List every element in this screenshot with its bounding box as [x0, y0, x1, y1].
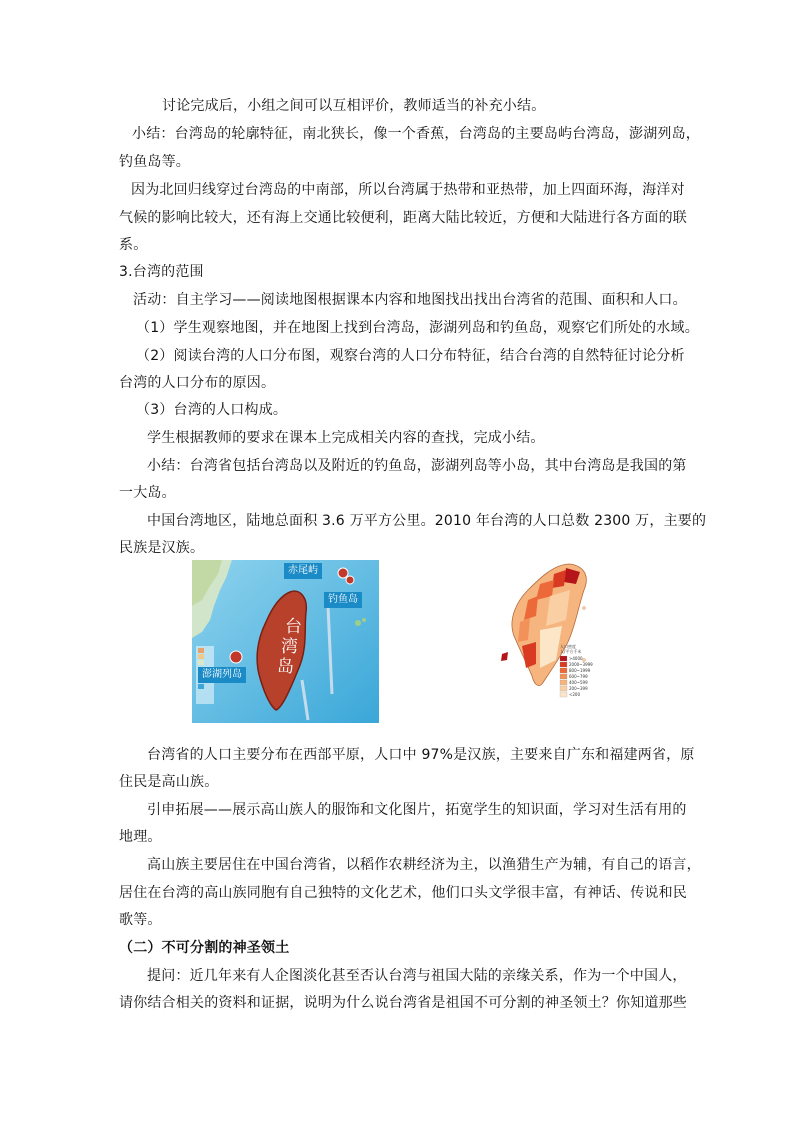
diaoyudao-label: 钓鱼岛: [324, 592, 362, 608]
legend-swatch: [198, 660, 204, 665]
diaoyu-islet: [355, 620, 361, 626]
legend-swatch: [198, 654, 204, 659]
paragraph-line: 地理。: [119, 829, 162, 845]
penghu-label: 澎湖列岛: [198, 667, 246, 683]
population-legend: [560, 643, 593, 697]
chiweiyu-label: 赤尾屿: [284, 563, 322, 579]
legend-swatch: [560, 656, 567, 661]
legend-swatch: [560, 662, 567, 667]
chiweiyu-marker: [338, 568, 348, 578]
taiwan-label-char: 岛: [277, 657, 294, 677]
chiweiyu-marker: [346, 576, 354, 584]
legend-label: 600~799: [569, 674, 588, 679]
paragraph-line: 因为北回归线穿过台湾岛的中南部，所以台湾属于热带和亚热带，加上四面环海，海洋对: [131, 182, 685, 198]
paragraph-line: 提问：近几年来有人企图淡化甚至否认台湾与祖国大陆的亲缘关系，作为一个中国人，: [147, 968, 687, 984]
legend-swatch: [198, 648, 204, 653]
legend-swatch: [198, 684, 204, 689]
paragraph-line: 请你结合相关的资料和证据，说明为什么说台湾省是祖国不可分割的神圣领土？你知道那些: [119, 995, 687, 1011]
paragraph-line: 居住在台湾的高山族同胞有自己独特的文化艺术，他们口头文学很丰富，有神话、传说和民: [119, 885, 687, 901]
paragraph-line: 引申拓展——展示高山族人的服饰和文化图片，拓宽学生的知识面，学习对生活有用的: [147, 802, 687, 818]
paragraph-line: 高山族主要居住在中国台湾省，以稻作农耕经济为主，以渔猎生产为辅，有自己的语言，: [147, 857, 701, 873]
paragraph-line: 民族是汉族。: [119, 540, 205, 556]
penghu-marker: [230, 651, 242, 663]
paragraph-line: 一大岛。: [119, 485, 176, 501]
paragraph-line: 学生根据教师的要求在课本上完成相关内容的查找，完成小结。: [147, 430, 545, 446]
legend-swatch: [560, 668, 567, 673]
paragraph-line: 讨论完成后，小组之间可以互相评价，教师适当的补充小结。: [162, 98, 546, 114]
legend-label: 2000~3999: [569, 662, 593, 667]
paragraph-line: 钓鱼岛等。: [119, 154, 190, 170]
paragraph-line: 住民是高山族。: [119, 774, 219, 790]
paragraph-line: 活动：自主学习——阅读地图根据课本内容和地图找出找出台湾省的范围、面积和人口。: [133, 292, 687, 308]
population-map-svg: [480, 560, 610, 710]
legend-unit: 人/平方千米: [560, 649, 582, 654]
taiwan-label-char: 台: [285, 617, 302, 637]
section-heading: （二）不可分割的神圣领土: [119, 940, 290, 956]
legend-swatch: [560, 680, 567, 685]
paragraph-line: 台湾省的人口主要分布在西部平原，人口中 97%是汉族，主要来自广东和福建两省，原: [147, 747, 695, 763]
paragraph-line: （3）台湾的人口构成。: [136, 402, 288, 418]
legend-label: 200~399: [569, 686, 588, 691]
legend-label: 400~599: [569, 680, 588, 685]
legend-title: 人口密度: [560, 644, 576, 649]
penghu-region: [501, 652, 508, 661]
taiwan-physical-map: [192, 560, 379, 723]
paragraph-line: 歌等。: [119, 912, 162, 928]
legend-label: >4000: [569, 656, 583, 661]
taiwan-physical-map-svg: [192, 560, 379, 723]
legend-label: <200: [569, 692, 580, 697]
legend-swatch: [560, 686, 567, 691]
paragraph-line: 气候的影响比较大，还有海上交通比较便利，距离大陆比较近，方便和大陆进行各方面的联: [119, 210, 687, 226]
density-region: [522, 642, 536, 668]
paragraph-line: 小结：台湾省包括台湾岛以及附近的钓鱼岛，澎湖列岛等小岛，其中台湾岛是我国的第: [147, 458, 687, 474]
islet: [583, 607, 586, 610]
paragraph-line: （2）阅读台湾的人口分布图，观察台湾的人口分布特征，结合台湾的自然特征讨论分析: [136, 348, 685, 364]
taiwan-population-density-map: [480, 560, 610, 710]
paragraph-line: 台湾的人口分布的原因。: [119, 375, 276, 391]
diaoyu-islet: [362, 618, 366, 622]
paragraph-line: 系。: [119, 237, 148, 253]
section-heading: 3.台湾的范围: [119, 264, 204, 280]
legend-swatch: [560, 692, 567, 697]
legend-swatch: [560, 674, 567, 679]
taiwan-label-char: 湾: [281, 637, 298, 657]
paragraph-line: 小结：台湾岛的轮廓特征，南北狭长，像一个香蕉，台湾岛的主要岛屿台湾岛，澎湖列岛，: [132, 126, 700, 142]
paragraph-line: （1）学生观察地图，并在地图上找到台湾岛，澎湖列岛和钓鱼岛，观察它们所处的水域。: [136, 320, 699, 336]
paragraph-line: 中国台湾地区，陆地总面积 3.6 万平方公里。2010 年台湾的人口总数 2300 万，主要的: [147, 513, 707, 529]
legend-label: 800~1999: [569, 668, 591, 673]
